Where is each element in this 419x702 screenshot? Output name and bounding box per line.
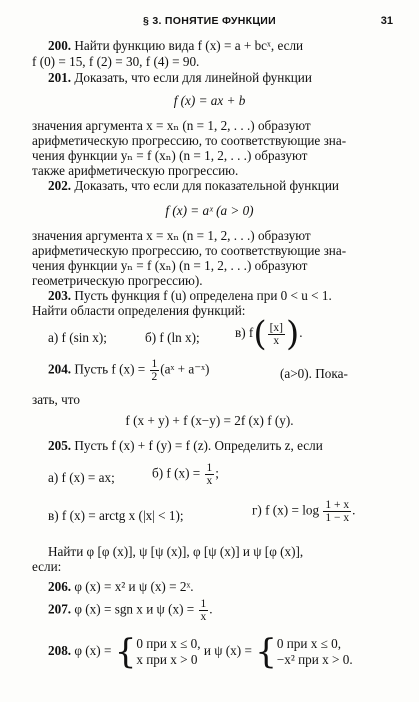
problem-200-text: Найти функцию вида f (x) = a + bcˣ, если bbox=[74, 38, 304, 53]
problem-204-pre: Пусть f (x) = bbox=[74, 361, 146, 377]
left-paren: ( bbox=[253, 314, 267, 354]
problem-201-line2: значения аргумента x = xₙ (n = 1, 2, . . .) образуют bbox=[32, 118, 311, 133]
problem-206-number: 206. bbox=[48, 579, 72, 594]
problem-203-number: 203. bbox=[48, 288, 72, 303]
problem-207-number: 207. bbox=[48, 601, 72, 617]
option-c-prefix: в) f bbox=[235, 325, 254, 341]
problem-202-line4: чения функции yₙ = f (xₙ) (n = 1, 2, . . .) образуют bbox=[32, 258, 308, 273]
phi-case-1: 0 при x ≤ 0, bbox=[136, 636, 201, 651]
problem-202-text: Доказать, что если для показательной функции bbox=[74, 178, 339, 193]
fraction-numerator: 1 bbox=[151, 358, 158, 370]
fraction-denominator: x bbox=[273, 334, 280, 347]
problem-200-line2: f (0) = 15, f (2) = 30, f (4) = 90. bbox=[32, 54, 200, 69]
problem-204-formula: f (x + y) + f (x−y) = 2f (x) f (y). bbox=[125, 413, 294, 428]
fraction-denominator: x bbox=[200, 611, 207, 623]
problem-203-option-a: а) f (sin x); bbox=[48, 330, 107, 345]
left-brace-psi: { bbox=[255, 632, 277, 672]
fraction-denominator: x bbox=[206, 475, 213, 487]
problem-205-option-c: в) f (x) = arctg x (|x| < 1); bbox=[48, 508, 184, 523]
problem-200-line1 bbox=[48, 38, 303, 54]
psi-case-2: −x² при x > 0. bbox=[276, 652, 353, 667]
problem-204-condition: (a>0). Пока- bbox=[280, 366, 348, 381]
problem-205-line4: если: bbox=[32, 559, 62, 574]
problem-203-option-b: б) f (ln x); bbox=[145, 330, 200, 345]
problem-202-line3: арифметическую прогрессию, то соответствующие зна- bbox=[32, 243, 347, 258]
phi-cases bbox=[136, 636, 200, 668]
problem-205-option-d bbox=[252, 499, 355, 524]
fraction-denominator: 2 bbox=[151, 371, 158, 383]
problem-205-line1 bbox=[48, 438, 323, 454]
fraction-numerator: 1 bbox=[206, 462, 213, 474]
option-c-fraction bbox=[268, 322, 285, 347]
problem-204-line2: зать, что bbox=[32, 392, 80, 407]
problem-202-number: 202. bbox=[48, 178, 72, 193]
problem-201-line4: чения функции yₙ = f (xₙ) (n = 1, 2, . . .) образуют bbox=[32, 148, 308, 163]
running-header: § 3. ПОНЯТИЕ ФУНКЦИИ bbox=[142, 15, 276, 27]
fraction-numerator: 1 bbox=[200, 598, 207, 610]
psi-cases bbox=[277, 636, 353, 668]
option-b-prefix: б) f (x) = bbox=[152, 465, 201, 481]
problem-202-formula: f (x) = aˣ (a > 0) bbox=[165, 203, 254, 218]
option-d-suffix: . bbox=[352, 502, 356, 518]
problem-207-pre: φ (x) = sgn x и ψ (x) = bbox=[74, 601, 195, 617]
option-b-suffix: ; bbox=[215, 465, 219, 481]
problem-201-line5: также арифметическую прогрессию. bbox=[32, 163, 239, 178]
problem-204-number: 204. bbox=[48, 361, 72, 377]
problem-205-number: 205. bbox=[48, 438, 72, 453]
problem-204-post: (aˣ + a⁻ˣ) bbox=[160, 361, 210, 377]
psi-case-1: 0 при x ≤ 0, bbox=[276, 636, 342, 651]
problem-204-fraction bbox=[150, 358, 160, 383]
problem-201-line1 bbox=[48, 70, 312, 86]
problem-207 bbox=[48, 598, 213, 623]
problem-205-text: Пусть f (x) + f (y) = f (z). Определить z, если bbox=[74, 438, 323, 453]
problem-202-line2: значения аргумента x = xₙ (n = 1, 2, . . .) образуют bbox=[32, 228, 311, 243]
problem-202-line1 bbox=[48, 178, 339, 194]
problem-203-line2: Найти области определения функций: bbox=[32, 303, 246, 318]
problem-205-line3: Найти φ [φ (x)], ψ [ψ (x)], φ [ψ (x)] и ψ [φ (x)], bbox=[48, 544, 304, 559]
option-b-fraction bbox=[205, 462, 215, 487]
problem-203-line1 bbox=[48, 288, 332, 304]
problem-204-line1 bbox=[48, 358, 209, 383]
option-c-suffix: . bbox=[299, 325, 303, 341]
phi-case-2: x при x > 0 bbox=[136, 652, 198, 667]
problem-208-number: 208. bbox=[48, 643, 72, 659]
option-d-prefix: г) f (x) = log bbox=[252, 502, 320, 518]
problem-208 bbox=[48, 632, 353, 672]
problem-202-line5: геометрическую прогрессию). bbox=[32, 273, 203, 288]
left-brace-phi: { bbox=[114, 632, 137, 672]
fraction-denominator: 1 − x bbox=[325, 512, 350, 524]
right-paren: ) bbox=[286, 314, 300, 354]
page-number: 31 bbox=[380, 15, 393, 27]
problem-203-text: Пусть функция f (u) определена при 0 < u < 1. bbox=[74, 288, 332, 303]
problem-201-formula: f (x) = ax + b bbox=[173, 93, 246, 108]
problem-206-text: φ (x) = x² и ψ (x) = 2ˣ. bbox=[74, 579, 194, 594]
problem-208-phi: φ (x) = bbox=[74, 643, 112, 659]
problem-205-option-b bbox=[152, 462, 219, 487]
problem-201-number: 201. bbox=[48, 70, 72, 85]
fraction-numerator: 1 + x bbox=[325, 499, 350, 511]
problem-206 bbox=[48, 579, 194, 595]
problem-207-fraction bbox=[199, 598, 209, 623]
problem-201-line3: арифметическую прогрессию, то соответствующие зна- bbox=[32, 133, 347, 148]
problem-201-text: Доказать, что если для линейной функции bbox=[74, 70, 312, 85]
problem-205-option-a: а) f (x) = ax; bbox=[48, 470, 115, 485]
problem-208-psi: и ψ (x) = bbox=[203, 643, 252, 659]
problem-207-suffix: . bbox=[209, 601, 213, 617]
option-d-fraction bbox=[323, 499, 351, 524]
problem-200-number: 200. bbox=[48, 38, 72, 53]
fraction-numerator: [x] bbox=[269, 321, 283, 334]
problem-203-option-c bbox=[235, 314, 303, 354]
